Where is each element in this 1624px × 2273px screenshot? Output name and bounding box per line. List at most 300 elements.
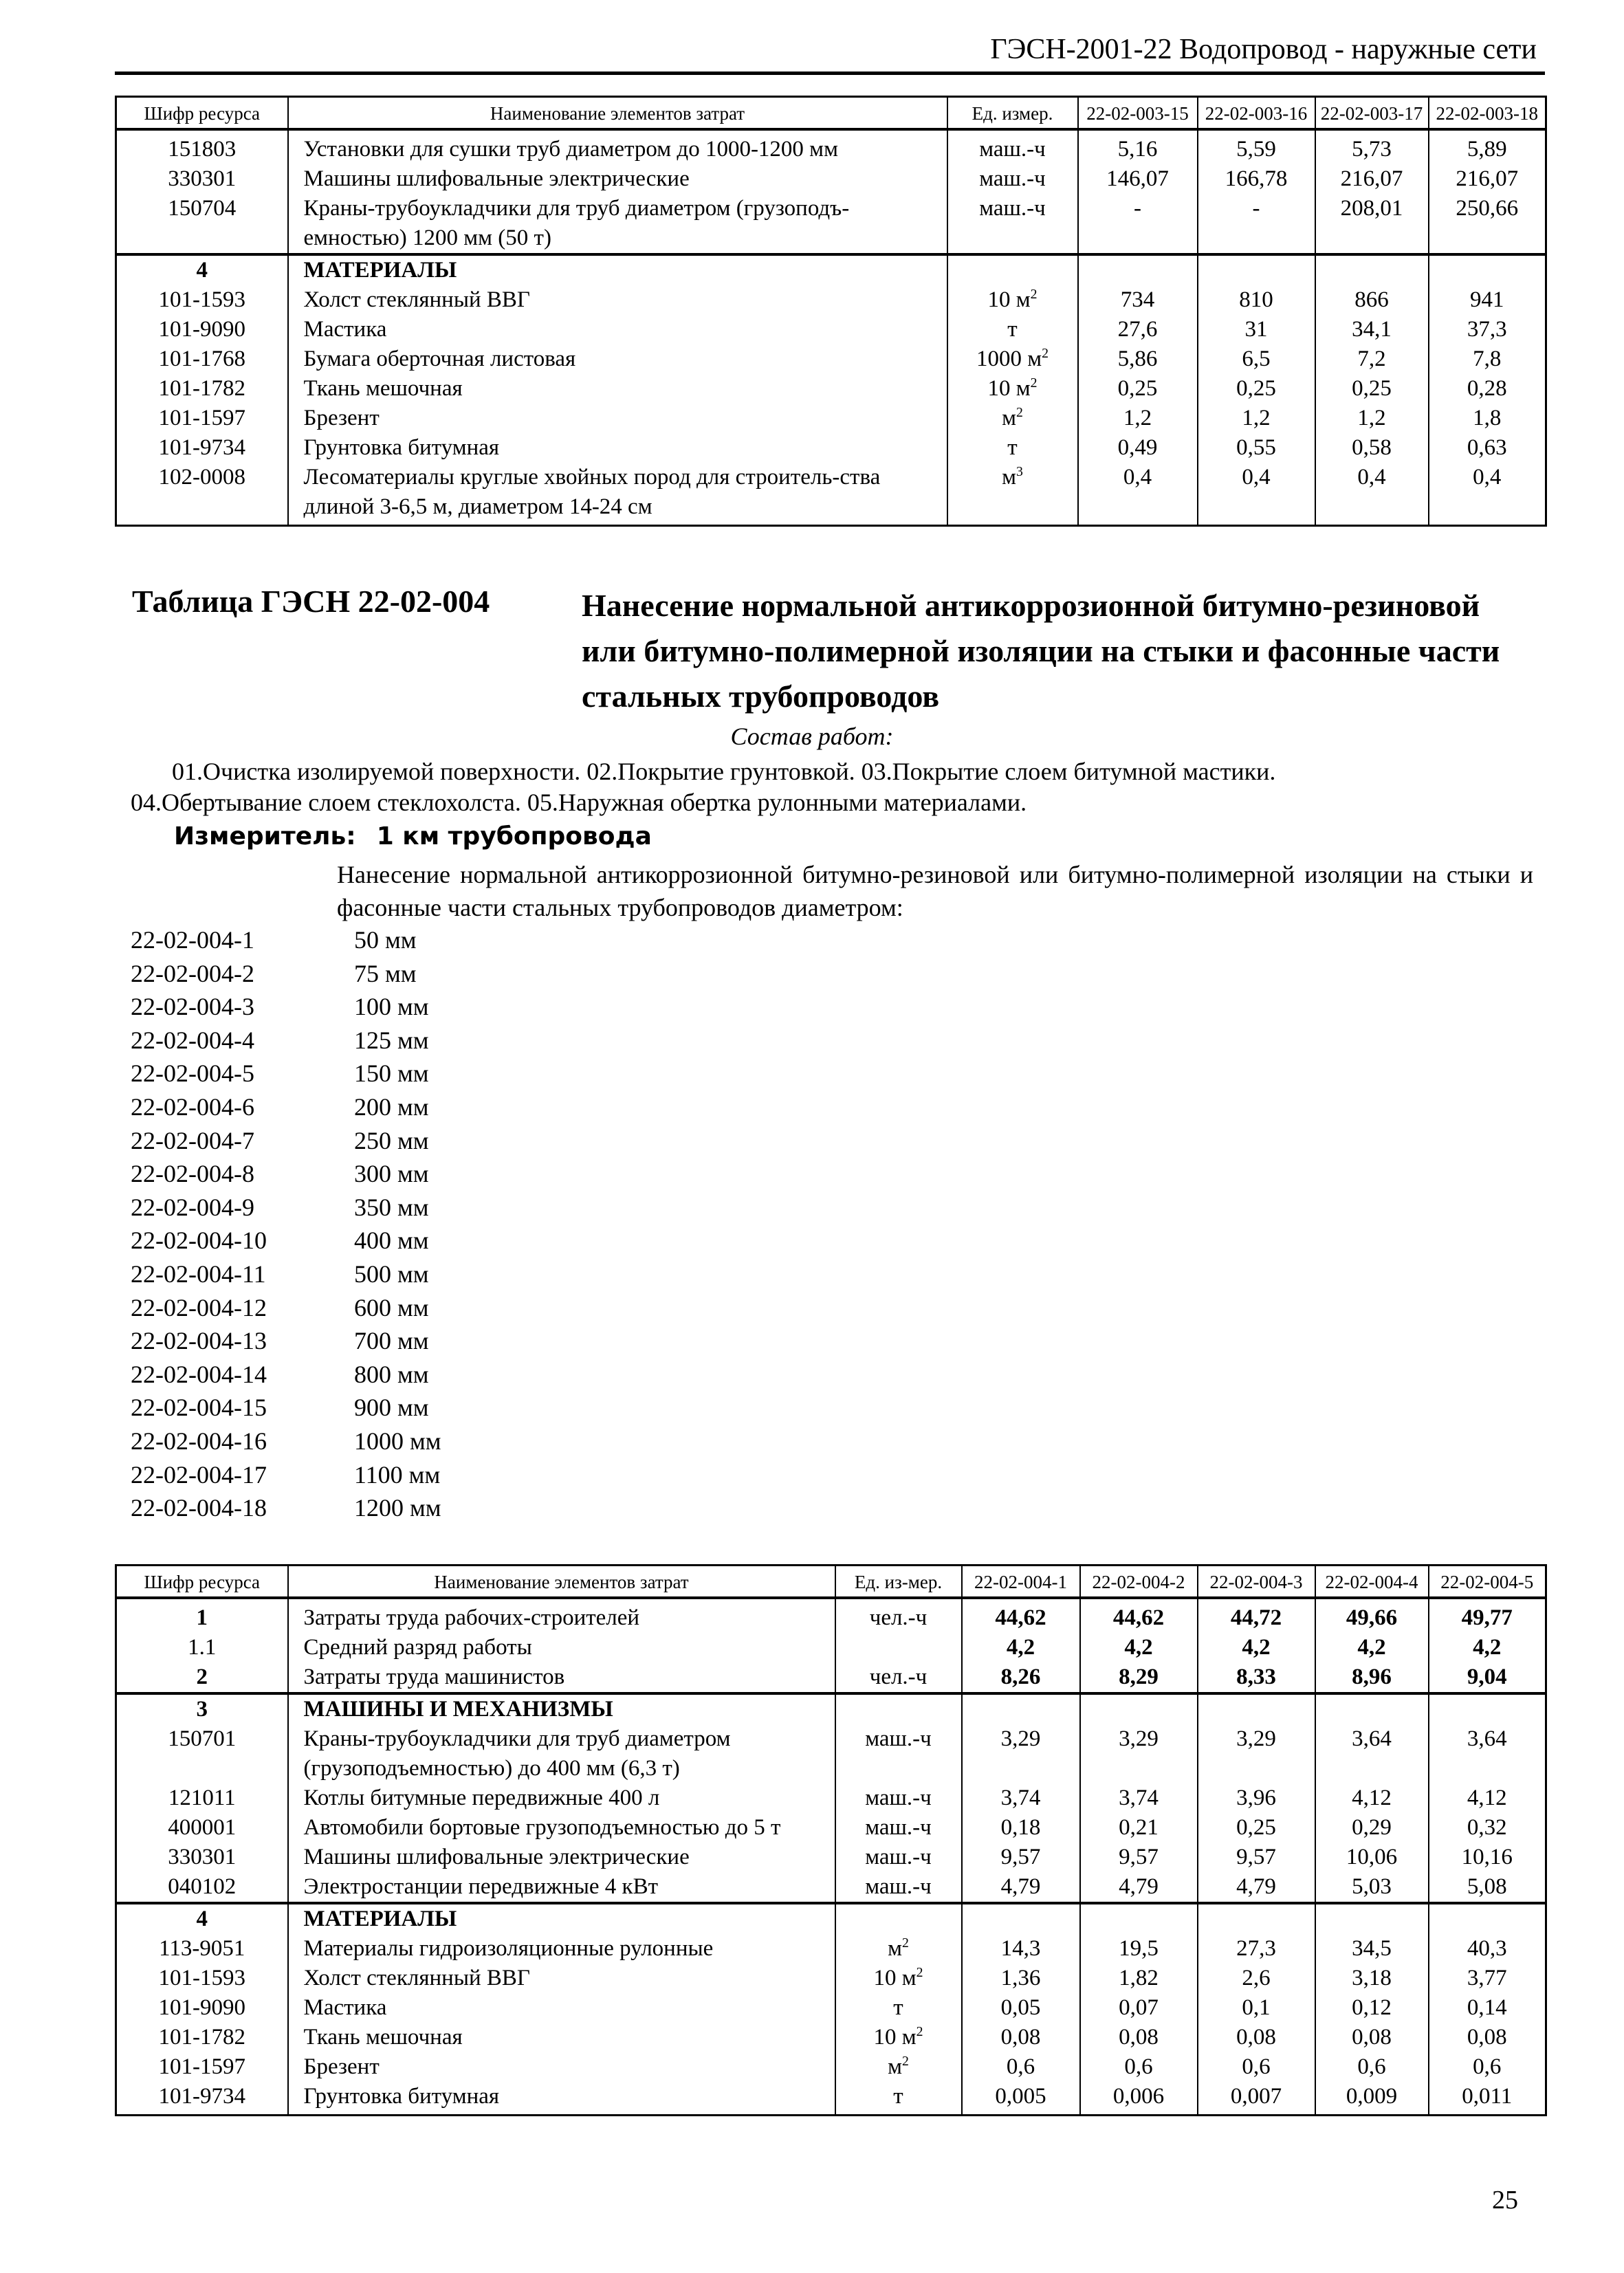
norm-value: 1,2 (1315, 404, 1429, 433)
resource-code: 101-9734 (116, 2082, 288, 2116)
resource-unit: т (835, 1993, 962, 2023)
norm-code-item (131, 1491, 441, 1525)
norm-value: 0,07 (1080, 1993, 1198, 2023)
resource-unit (947, 254, 1078, 285)
norm-value: 0,25 (1078, 374, 1198, 404)
resource-table-22-02-003 (115, 96, 1547, 527)
pipe-diameter: 200 мм (354, 1092, 429, 1121)
resource-code: 101-9090 (116, 315, 288, 344)
resource-code: 4 (116, 254, 288, 285)
norm-value: 0,63 (1429, 433, 1546, 463)
table-row (116, 194, 1546, 254)
norm-value: - (1198, 194, 1315, 254)
resource-code: 151803 (116, 129, 288, 164)
norm-code-item (131, 990, 441, 1024)
norm-value: 8,26 (962, 1662, 1080, 1693)
measure-unit-value: 1 км трубопровода (376, 822, 652, 850)
norm-value: 4,2 (1198, 1633, 1315, 1662)
table-row (116, 1964, 1546, 1993)
table-label: Таблица ГЭСН 22-02-004 (132, 584, 490, 619)
norm-value: 31 (1198, 315, 1315, 344)
norm-value: 14,3 (962, 1934, 1080, 1964)
resource-name: Машины шлифовальные электрические (288, 164, 947, 194)
norm-value: 3,64 (1429, 1724, 1546, 1783)
table-row (116, 1872, 1546, 1903)
norm-value: 27,6 (1078, 315, 1198, 344)
table-row (116, 1993, 1546, 2023)
resource-name: Брезент (288, 2052, 835, 2082)
resource-code: 3 (116, 1693, 288, 1724)
norm-value: 40,3 (1429, 1934, 1546, 1964)
norm-value: 9,57 (1198, 1843, 1315, 1872)
resource-code: 101-1768 (116, 344, 288, 374)
resource-unit (835, 1693, 962, 1724)
pipe-diameter: 150 мм (354, 1059, 429, 1088)
table-row (116, 1813, 1546, 1843)
col-header-norm: 22-02-004-1 (962, 1566, 1080, 1599)
resource-unit: 10 $м^2$ (947, 374, 1078, 404)
pipe-diameter: 1100 мм (354, 1460, 441, 1489)
norm-value: 1,8 (1429, 404, 1546, 433)
table-header-row (116, 1566, 1546, 1599)
norm-code: 22-02-004-15 (131, 1394, 267, 1422)
norm-value (962, 1693, 1080, 1724)
norm-value: 216,07 (1315, 164, 1429, 194)
col-header-norm: 22-02-003-17 (1315, 97, 1429, 130)
resource-code: 101-1593 (116, 1964, 288, 1993)
resource-unit: маш.-ч (835, 1813, 962, 1843)
norm-code-item (131, 1157, 441, 1191)
norm-value: 4,2 (1315, 1633, 1429, 1662)
resource-unit: маш.-ч (947, 164, 1078, 194)
pipe-diameter: 600 мм (354, 1293, 429, 1321)
pipe-diameter: 300 мм (354, 1160, 429, 1188)
resource-name: Затраты труда рабочих-строителей (288, 1598, 835, 1633)
resource-code: 400001 (116, 1813, 288, 1843)
table-row (116, 285, 1546, 315)
norm-value: 9,04 (1429, 1662, 1546, 1693)
col-header-norm: 22-02-003-15 (1078, 97, 1198, 130)
measure-unit (174, 822, 652, 850)
resource-name: Краны-трубоукладчики для труб диаметром (грузоподъ-емностью) 1200 мм (50 т) (288, 194, 947, 254)
col-header-norm: 22-02-003-18 (1429, 97, 1546, 130)
col-header-norm: 22-02-004-4 (1315, 1566, 1429, 1599)
resource-name: Котлы битумные передвижные 400 л (288, 1783, 835, 1813)
norm-value: 5,59 (1198, 129, 1315, 164)
pipe-diameter: 250 мм (354, 1126, 429, 1154)
resource-unit: 10 $м^2$ (835, 2023, 962, 2052)
resource-name: Мастика (288, 315, 947, 344)
resource-unit (835, 1903, 962, 1934)
norm-value: 0,4 (1429, 463, 1546, 526)
resource-name: Средний разряд работы (288, 1633, 835, 1662)
norm-value: 0,25 (1198, 374, 1315, 404)
norm-value (1080, 1693, 1198, 1724)
section-row (116, 254, 1546, 285)
resource-code: 101-1782 (116, 374, 288, 404)
norm-value: 4,12 (1315, 1783, 1429, 1813)
resource-code: 101-1593 (116, 285, 288, 315)
resource-unit: маш.-ч (835, 1724, 962, 1783)
resource-name: Холст стеклянный ВВГ (288, 285, 947, 315)
col-header-code: Шифр ресурса (116, 97, 288, 130)
table-row (116, 2082, 1546, 2116)
norm-value: 0,006 (1080, 2082, 1198, 2116)
resource-code: 040102 (116, 1872, 288, 1903)
norm-value: 1,2 (1078, 404, 1198, 433)
col-header-norm: 22-02-004-5 (1429, 1566, 1546, 1599)
resource-code: 1 (116, 1598, 288, 1633)
norm-value (1429, 1903, 1546, 1934)
norm-value: 3,74 (962, 1783, 1080, 1813)
resource-name: Затраты труда машинистов (288, 1662, 835, 1693)
table-row (116, 1724, 1546, 1783)
norm-value: 0,08 (962, 2023, 1080, 2052)
norm-value: 5,89 (1429, 129, 1546, 164)
norm-code-item (131, 1458, 441, 1492)
table-body (116, 129, 1546, 526)
norm-value: 3,29 (1198, 1724, 1315, 1783)
resource-code: 1.1 (116, 1633, 288, 1662)
norm-value: 166,78 (1198, 164, 1315, 194)
resource-unit: т (947, 433, 1078, 463)
resource-unit: маш.-ч (947, 194, 1078, 254)
header-rule (115, 72, 1545, 75)
resource-unit: $м^2$ (947, 404, 1078, 433)
resource-code: 4 (116, 1903, 288, 1934)
norm-value: 810 (1198, 285, 1315, 315)
norm-value: 4,79 (1080, 1872, 1198, 1903)
page-number: 25 (1492, 2186, 1518, 2215)
norm-code-item (131, 1124, 441, 1158)
running-header-title: ГЭСН-2001-22 Водопровод - наружные сети (990, 34, 1537, 65)
norm-value: 27,3 (1198, 1934, 1315, 1964)
norm-value: 34,1 (1315, 315, 1429, 344)
norm-value: 0,005 (962, 2082, 1080, 2116)
norm-value: 7,8 (1429, 344, 1546, 374)
resource-unit: маш.-ч (947, 129, 1078, 164)
resource-code: 2 (116, 1662, 288, 1693)
norm-value: 5,16 (1078, 129, 1198, 164)
norm-value: 0,21 (1080, 1813, 1198, 1843)
norm-value: 0,6 (1198, 2052, 1315, 2082)
norm-code-item (131, 1425, 441, 1458)
resource-code: 150704 (116, 194, 288, 254)
norm-code: 22-02-004-12 (131, 1293, 267, 1321)
norm-value: 0,6 (1429, 2052, 1546, 2082)
norm-value: 4,12 (1429, 1783, 1546, 1813)
norm-value: 3,64 (1315, 1724, 1429, 1783)
col-header-unit: Ед. измер. (947, 97, 1078, 130)
norm-code-item (131, 1358, 441, 1392)
resource-unit: маш.-ч (835, 1843, 962, 1872)
norm-value: 208,01 (1315, 194, 1429, 254)
norm-value: 0,55 (1198, 433, 1315, 463)
norm-value (1315, 254, 1429, 285)
norm-value: 0,18 (962, 1813, 1080, 1843)
resource-unit: маш.-ч (835, 1872, 962, 1903)
norm-value: 0,29 (1315, 1813, 1429, 1843)
norm-code-item (131, 957, 441, 991)
norm-code: 22-02-004-18 (131, 1494, 267, 1522)
resource-name: Краны-трубоукладчики для труб диаметром (грузоподъемностью) до 400 мм (6,3 т) (288, 1724, 835, 1783)
norm-value: 3,18 (1315, 1964, 1429, 1993)
norm-code-item (131, 1291, 441, 1325)
pipe-diameter: 700 мм (354, 1327, 429, 1355)
resource-unit: $м^2$ (835, 2052, 962, 2082)
norm-code: 22-02-004-8 (131, 1160, 254, 1188)
table-row (116, 1633, 1546, 1662)
resource-code: 102-0008 (116, 463, 288, 526)
resource-name: Грунтовка битумная (288, 2082, 835, 2116)
table-row (116, 433, 1546, 463)
resource-unit: 10 $м^2$ (947, 285, 1078, 315)
norm-value (1078, 254, 1198, 285)
norm-value: 0,28 (1429, 374, 1546, 404)
resource-name: Машины шлифовальные электрические (288, 1843, 835, 1872)
resource-code: 101-9734 (116, 433, 288, 463)
norm-code: 22-02-004-11 (131, 1260, 266, 1288)
norm-value: 9,57 (962, 1843, 1080, 1872)
table-body (116, 1598, 1546, 2116)
norm-value (1315, 1693, 1429, 1724)
norm-value: 5,86 (1078, 344, 1198, 374)
norm-code: 22-02-004-5 (131, 1059, 254, 1088)
table-row (116, 1934, 1546, 1964)
resource-code: 121011 (116, 1783, 288, 1813)
norm-value: 0,4 (1198, 463, 1315, 526)
norm-value: 0,009 (1315, 2082, 1429, 2116)
norm-value: 4,79 (1198, 1872, 1315, 1903)
works-description-line1: 01.Очистка изолируемой поверхности. 02.Покрытие грунтовкой. 03.Покрытие слоем битумной мастики. (172, 758, 1276, 785)
norm-value: 3,29 (962, 1724, 1080, 1783)
works-heading: Состав работ: (730, 723, 894, 750)
resource-name: Лесоматериалы круглые хвойных пород для строитель-ства длиной 3-6,5 м, диаметром 14-24 см (288, 463, 947, 526)
resource-code: 330301 (116, 164, 288, 194)
norm-value: 3,29 (1080, 1724, 1198, 1783)
resource-code: 113-9051 (116, 1934, 288, 1964)
norm-value: 0,6 (1080, 2052, 1198, 2082)
resource-name: Бумага оберточная листовая (288, 344, 947, 374)
norm-value: 3,96 (1198, 1783, 1315, 1813)
norm-value (1429, 1693, 1546, 1724)
norm-value: 3,77 (1429, 1964, 1546, 1993)
norm-value: 49,77 (1429, 1598, 1546, 1633)
norm-code: 22-02-004-14 (131, 1360, 267, 1388)
norm-value: 49,66 (1315, 1598, 1429, 1633)
norm-value: 0,6 (1315, 2052, 1429, 2082)
table-row (116, 463, 1546, 526)
norm-value: 5,03 (1315, 1872, 1429, 1903)
table-row (116, 404, 1546, 433)
norm-value: 0,007 (1198, 2082, 1315, 2116)
resource-name: Грунтовка битумная (288, 433, 947, 463)
norm-code: 22-02-004-16 (131, 1427, 267, 1455)
norm-value: 1,82 (1080, 1964, 1198, 1993)
norm-code: 22-02-004-1 (131, 926, 254, 954)
norm-code-item (131, 1258, 441, 1291)
table-row (116, 1843, 1546, 1872)
col-header-norm: 22-02-004-2 (1080, 1566, 1198, 1599)
col-header-norm: 22-02-004-3 (1198, 1566, 1315, 1599)
resource-unit (835, 1633, 962, 1662)
norm-value (1080, 1903, 1198, 1934)
norm-value: 0,4 (1315, 463, 1429, 526)
norm-value: 0,32 (1429, 1813, 1546, 1843)
norm-value: 1,36 (962, 1964, 1080, 1993)
resource-code: 101-1782 (116, 2023, 288, 2052)
norm-value: 941 (1429, 285, 1546, 315)
norm-value: 866 (1315, 285, 1429, 315)
resource-name: Материалы гидроизоляционные рулонные (288, 1934, 835, 1964)
norm-value: 0,4 (1078, 463, 1198, 526)
resource-unit: чел.-ч (835, 1598, 962, 1633)
norm-value: 4,2 (1429, 1633, 1546, 1662)
table-row (116, 315, 1546, 344)
resource-unit: маш.-ч (835, 1783, 962, 1813)
norm-value: 8,29 (1080, 1662, 1198, 1693)
resource-code: 101-1597 (116, 2052, 288, 2082)
norm-value: 4,79 (962, 1872, 1080, 1903)
resource-name: Ткань мешочная (288, 2023, 835, 2052)
col-header-name: Наименование элементов затрат (288, 1566, 835, 1599)
resource-unit: чел.-ч (835, 1662, 962, 1693)
pipe-diameter: 50 мм (354, 926, 417, 954)
pipe-diameter: 75 мм (354, 959, 417, 987)
table-title: Нанесение нормальной антикоррозионной битумно-резиновой или битумно-полимерной изоляции на стыки и фасонные части стальных трубопроводов (582, 588, 1500, 714)
norm-value: 0,08 (1315, 2023, 1429, 2052)
norm-value (1198, 1903, 1315, 1934)
norm-value: 8,33 (1198, 1662, 1315, 1693)
norm-value: 0,08 (1429, 2023, 1546, 2052)
col-header-unit: Ед. из-мер. (835, 1566, 962, 1599)
norm-value: 5,73 (1315, 129, 1429, 164)
norm-value: 0,05 (962, 1993, 1080, 2023)
norm-code: 22-02-004-7 (131, 1126, 254, 1154)
table-row (116, 1662, 1546, 1693)
norm-value: 0,25 (1198, 1813, 1315, 1843)
norm-value: 0,08 (1198, 2023, 1315, 2052)
norm-value: 4,2 (1080, 1633, 1198, 1662)
norm-value: - (1078, 194, 1198, 254)
norm-code-item (131, 1057, 441, 1090)
resource-name: Электростанции передвижные 4 кВт (288, 1872, 835, 1903)
table-row (116, 2023, 1546, 2052)
norm-code: 22-02-004-2 (131, 959, 254, 987)
norm-value: 44,62 (962, 1598, 1080, 1633)
pipe-diameter: 500 мм (354, 1260, 429, 1288)
norm-value: 7,2 (1315, 344, 1429, 374)
resource-code: 101-9090 (116, 1993, 288, 2023)
norm-value (1429, 254, 1546, 285)
resource-code: 330301 (116, 1843, 288, 1872)
norm-value: 0,58 (1315, 433, 1429, 463)
norm-value: 6,5 (1198, 344, 1315, 374)
norm-code: 22-02-004-10 (131, 1227, 267, 1255)
table-row (116, 374, 1546, 404)
norm-value: 0,25 (1315, 374, 1429, 404)
resource-name: МАТЕРИАЛЫ (288, 254, 947, 285)
norm-value: 10,06 (1315, 1843, 1429, 1872)
norm-code: 22-02-004-13 (131, 1327, 267, 1355)
norm-value: 1,2 (1198, 404, 1315, 433)
norm-code-item (131, 1391, 441, 1425)
norm-value: 734 (1078, 285, 1198, 315)
pipe-diameter: 100 мм (354, 993, 429, 1021)
resource-unit: т (835, 2082, 962, 2116)
resource-name: Холст стеклянный ВВГ (288, 1964, 835, 1993)
norm-code-item (131, 1191, 441, 1225)
norm-code: 22-02-004-3 (131, 993, 254, 1021)
norm-value: 216,07 (1429, 164, 1546, 194)
norm-code-item (131, 923, 441, 957)
norm-value: 34,5 (1315, 1934, 1429, 1964)
norm-code: 22-02-004-17 (131, 1460, 267, 1489)
norm-value (1315, 1903, 1429, 1934)
col-header-code: Шифр ресурса (116, 1566, 288, 1599)
measure-unit-label: Измеритель: (174, 822, 356, 850)
norm-value: 37,3 (1429, 315, 1546, 344)
resource-table-22-02-004 (115, 1564, 1547, 2116)
norm-value: 146,07 (1078, 164, 1198, 194)
norm-value: 250,66 (1429, 194, 1546, 254)
norm-value: 4,2 (962, 1633, 1080, 1662)
norm-value: 10,16 (1429, 1843, 1546, 1872)
resource-unit: $м^2$ (835, 1934, 962, 1964)
resource-code: 150701 (116, 1724, 288, 1783)
norm-value: 0,6 (962, 2052, 1080, 2082)
table-row (116, 344, 1546, 374)
pipe-diameter: 800 мм (354, 1360, 429, 1388)
norm-code: 22-02-004-6 (131, 1092, 254, 1121)
pipe-diameter: 1200 мм (354, 1494, 441, 1522)
works-description-line2: 04.Обертывание слоем стеклохолста. 05.Наружная обертка рулонными материалами. (131, 789, 1027, 816)
section-row (116, 1903, 1546, 1934)
norm-value: 44,62 (1080, 1598, 1198, 1633)
norm-value: 2,6 (1198, 1964, 1315, 1993)
norm-value: 0,08 (1080, 2023, 1198, 2052)
norm-code-item (131, 1090, 441, 1124)
norm-value: 5,08 (1429, 1872, 1546, 1903)
table-row (116, 1783, 1546, 1813)
resource-name: МАШИНЫ И МЕХАНИЗМЫ (288, 1693, 835, 1724)
pipe-diameter: 1000 мм (354, 1427, 441, 1455)
resource-name: Установки для сушки труб диаметром до 1000-1200 мм (288, 129, 947, 164)
table-header-row (116, 97, 1546, 130)
pipe-diameter: 350 мм (354, 1193, 429, 1221)
norm-value: 0,011 (1429, 2082, 1546, 2116)
norm-description: Нанесение нормальной антикоррозионной битумно-резиновой или битумно-полимерной изоляции на стыки и фасонные части стальных трубопроводов диаметром: (337, 861, 1533, 921)
pipe-diameter: 125 мм (354, 1026, 429, 1054)
resource-unit: т (947, 315, 1078, 344)
norm-value (962, 1903, 1080, 1934)
norm-value: 44,72 (1198, 1598, 1315, 1633)
col-header-norm: 22-02-003-16 (1198, 97, 1315, 130)
norm-value: 19,5 (1080, 1934, 1198, 1964)
resource-name: Мастика (288, 1993, 835, 2023)
table-row (116, 164, 1546, 194)
norm-value: 9,57 (1080, 1843, 1198, 1872)
norm-value (1198, 254, 1315, 285)
col-header-name: Наименование элементов затрат (288, 97, 947, 130)
section-row (116, 1693, 1546, 1724)
norm-code-item (131, 1024, 441, 1057)
resource-unit: 10 $м^2$ (835, 1964, 962, 1993)
resource-unit: 1000 $м^2$ (947, 344, 1078, 374)
norm-value: 3,74 (1080, 1783, 1198, 1813)
resource-name: Ткань мешочная (288, 374, 947, 404)
resource-name: МАТЕРИАЛЫ (288, 1903, 835, 1934)
